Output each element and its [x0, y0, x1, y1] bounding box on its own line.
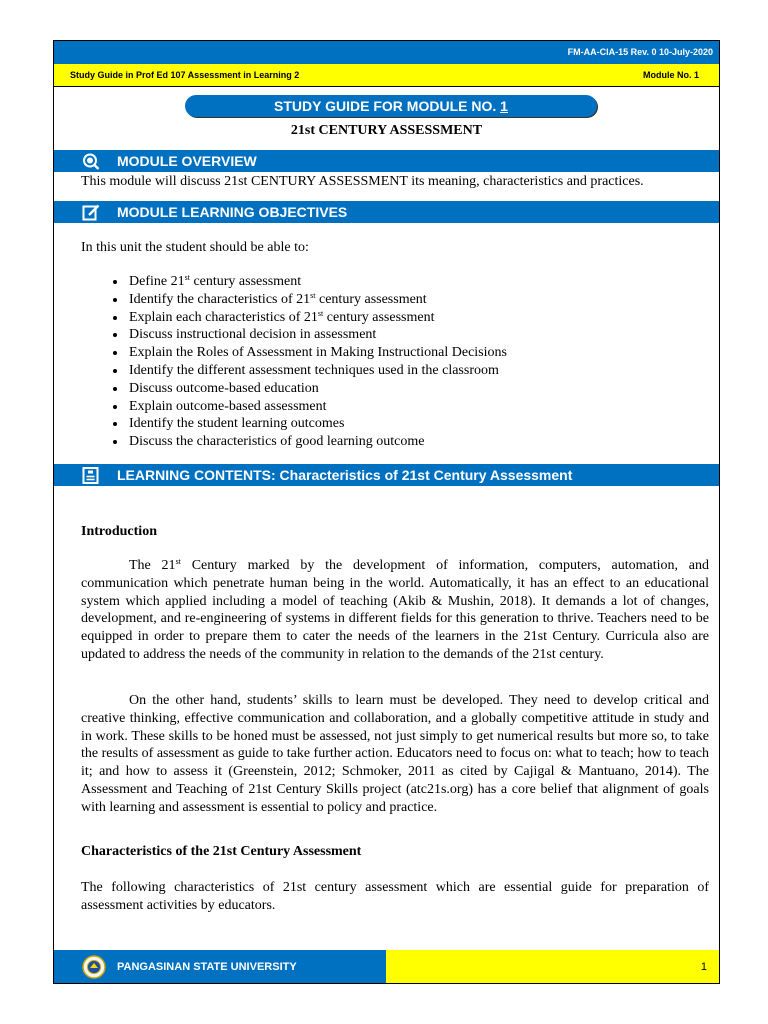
- introduction-paragraph: The 21st Century marked by the development of information, computers, automation, and communication which penetrate human being in the world. Automatically, it has an effect to an educational system which applied including a model of teaching (Akib & Mushin, 2018). It demands a lot of changes, development, and re-engineering of systems in different fields for this generation to thrive. Teachers need to be equipped in order to prepare them to cater the needs of the learners in the 21st Century. Curricula also are updated to address the needs of the community in relation to the demands of the 21st century.: [81, 557, 710, 662]
- list-item: • Identify the different assessment techniques used in the classroom: [127, 362, 507, 380]
- overview-icon: [82, 153, 100, 170]
- study-guide-title-text: STUDY GUIDE FOR MODULE NO.: [274, 98, 501, 114]
- module-overview-bar: [54, 150, 719, 172]
- page-number: 1: [700, 961, 707, 973]
- characteristics-heading: Characteristics of the 21st Century Assessment: [81, 844, 362, 859]
- introduction-heading: Introduction: [81, 524, 157, 539]
- objectives-list: [81, 273, 507, 451]
- header-bar: [54, 41, 719, 64]
- list-item: • Discuss instructional decision in assessment: [127, 326, 507, 344]
- module-overview-label: MODULE OVERVIEW: [117, 153, 257, 169]
- learning-contents-label: LEARNING CONTENTS: Characteristics of 21st Century Assessment: [117, 467, 573, 483]
- study-guide-title: [185, 95, 597, 117]
- edit-icon: [82, 204, 100, 221]
- overview-text: This module will discuss 21st CENTURY ASSESSMENT its meaning, characteristics and practices.: [81, 174, 644, 189]
- characteristics-paragraph: The following characteristics of 21st century assessment which are essential guide for preparation of assessment activities by educators.: [81, 880, 709, 913]
- skills-paragraph: On the other hand, students’ skills to learn must be developed. They need to develop critical and creative thinking, effective communication and collaboration, and a globally competitive attitude in study and in work. These skills to be honed must be assessed, not just simply to get numerical results but more so, to take the results of assessment as guide to take further action. Educators need to focus on: what to teach; how to teach it; and how to assess it (Greenstein, 2012; Schmoker, 2011 as cited by Cajigal & Mantuano, 2014). The Assessment and Teaching of 21st Century Skills project (atc21s.org) has a core belief that alignment of goals with learning and assessment is essential to policy and practice.: [81, 693, 709, 815]
- document-icon: [82, 467, 100, 484]
- list-item: • Identify the characteristics of 21st century assessment: [127, 291, 507, 309]
- list-item: • Explain the Roles of Assessment in Making Instructional Decisions: [127, 344, 507, 362]
- list-item: • Discuss the characteristics of good learning outcome: [127, 433, 507, 451]
- course-bar: [54, 64, 719, 87]
- list-item: • Explain each characteristics of 21st century assessment: [127, 309, 507, 327]
- module-number-label: Module No. 1: [643, 70, 699, 80]
- module-subtitle: 21st CENTURY ASSESSMENT: [290, 123, 483, 138]
- university-name: PANGASINAN STATE UNIVERSITY: [117, 961, 297, 973]
- university-seal-icon: [82, 955, 106, 979]
- course-title: Study Guide in Prof Ed 107 Assessment in Learning 2: [70, 70, 300, 80]
- objectives-intro: In this unit the student should be able to:: [81, 240, 309, 255]
- learning-objectives-bar: [54, 201, 719, 223]
- list-item: • Define 21st century assessment: [127, 273, 507, 291]
- module-number: 1: [500, 98, 508, 114]
- learning-objectives-label: MODULE LEARNING OBJECTIVES: [117, 204, 348, 220]
- list-item: • Identify the student learning outcomes: [127, 415, 507, 433]
- footer-page-bar: [386, 950, 719, 983]
- learning-contents-bar: [54, 464, 719, 486]
- list-item: • Discuss outcome-based education: [127, 380, 507, 398]
- list-item: • Explain outcome-based assessment: [127, 398, 507, 416]
- footer-university-bar: [54, 950, 386, 983]
- document-code: FM-AA-CIA-15 Rev. 0 10-July-2020: [567, 47, 713, 57]
